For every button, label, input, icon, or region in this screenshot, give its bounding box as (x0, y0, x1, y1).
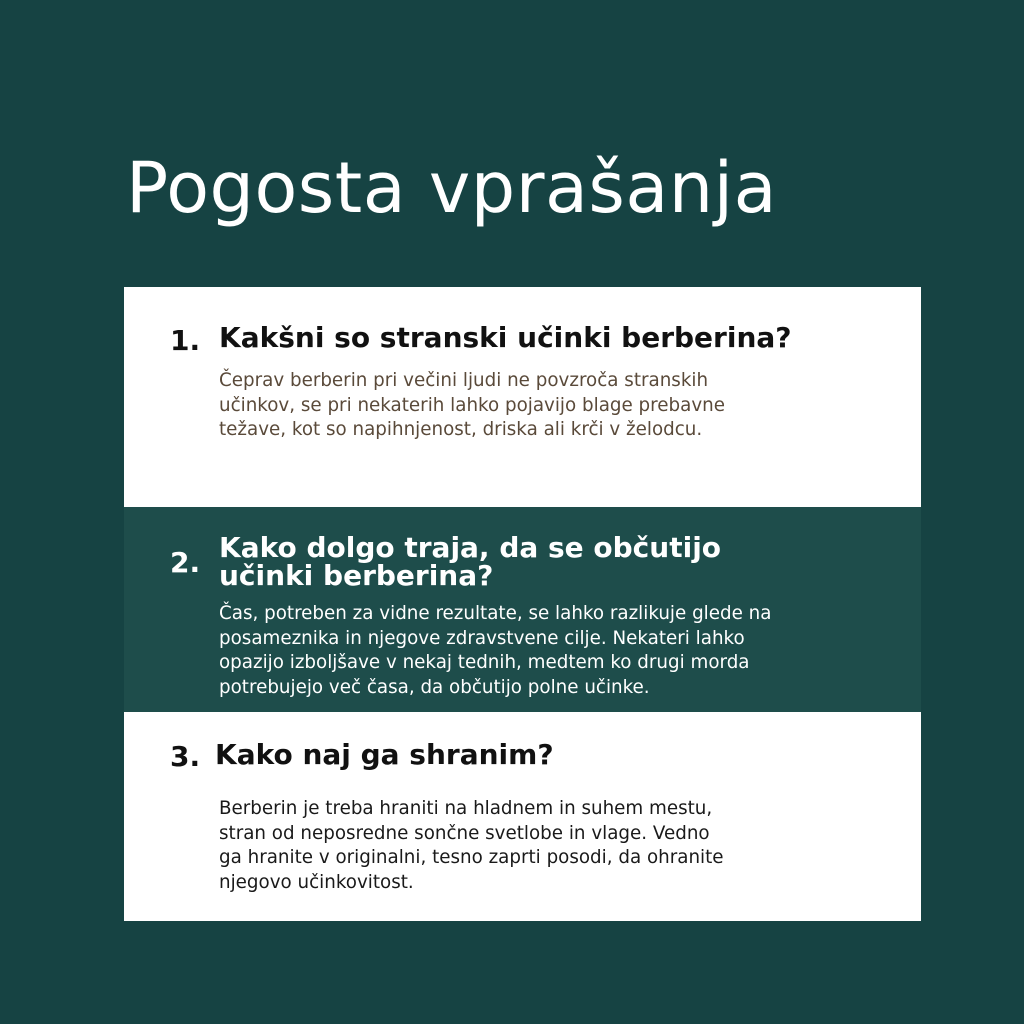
faq-question-line: Kakšni so stranski učinki berberina? (219, 321, 792, 354)
faq-answer-line: Čeprav berberin pri večini ljudi ne povzroča stranskih (219, 370, 709, 391)
faq-number: 2. (170, 546, 201, 579)
faq-answer-line: ga hranite v originalni, tesno zaprti posodi, da ohranite (219, 847, 724, 868)
faq-answer-line: Berberin je treba hraniti na hladnem in suhem mestu, (219, 798, 713, 819)
faq-answer (219, 369, 725, 443)
faq-number: 1. (170, 324, 201, 357)
faq-question (219, 321, 792, 354)
faq-answer-line: opazijo izboljšave v nekaj tednih, medtem ko drugi morda (219, 652, 750, 673)
faq-answer-line: njegovo učinkovitost. (219, 871, 414, 893)
faq-number: 3. (170, 740, 201, 773)
page-title: Pogosta vprašanja (126, 147, 777, 229)
faq-item-2 (124, 507, 921, 712)
faq-question (215, 738, 554, 771)
faq-item-3 (124, 712, 921, 921)
faq-answer (219, 602, 771, 700)
faq-answer-line: učinkov, se pri nekaterih lahko pojavijo blage prebavne (219, 394, 725, 416)
faq-question-line: Kako dolgo traja, da se občutijo (219, 531, 722, 564)
faq-answer (219, 797, 724, 895)
faq-question-line: učinki berberina? (219, 559, 494, 592)
faq-answer-line: posameznika in njegove zdravstvene cilje. Nekateri lahko (219, 627, 745, 649)
faq-answer-line: stran od neposredne sončne svetlobe in vlage. Vedno (219, 822, 710, 844)
faq-answer-line: težave, kot so napihnjenost, driska ali krči v želodcu. (219, 419, 703, 440)
faq-question (219, 531, 722, 592)
faq-answer-line: Čas, potreben za vidne rezultate, se lahko razlikuje glede na (219, 603, 772, 624)
faq-answer-line: potrebujejo več časa, da občutijo polne učinke. (219, 676, 650, 698)
faq-question-line: Kako naj ga shranim? (215, 738, 554, 771)
faq-item-1 (124, 287, 921, 507)
faq-list (124, 287, 921, 921)
